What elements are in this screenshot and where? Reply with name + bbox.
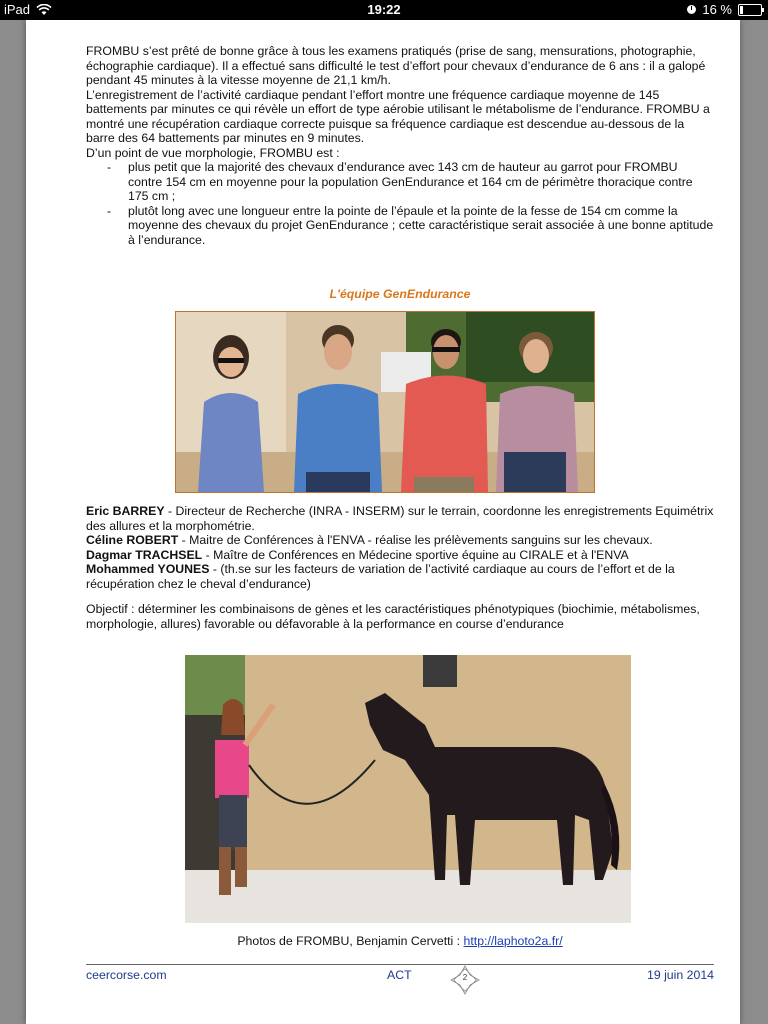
alarm-clock-icon (687, 5, 696, 14)
member-desc: - (th.se sur les facteurs de variation de l’activité cardiaque au cours de l’effort et de la récupération chez le cheval d’endurance) (86, 562, 675, 591)
objective-text: Objectif : déterminer les combinaisons de gènes et les caractéristiques phénotypiques (biochimie, métabolismes, morphologie, allures) favorable ou défavorable à la performance en course d’endurance (86, 602, 700, 631)
team-members (86, 504, 714, 591)
team-photo (175, 311, 595, 493)
device-label: iPad (4, 2, 31, 17)
member-name: Eric BARREY (86, 504, 165, 518)
list-item: - plutôt long avec une longueur entre la pointe de l’épaule et la pointe de la fesse de 154 cm comme la moyenne des chevaux du projet GenEndurance ; cette caractéristique serait associée à une bonne aptitude à l’endurance. (128, 204, 714, 248)
member-desc: - Maître de Conférences en Médecine sportive équine au CIRALE et à l'ENVA (202, 547, 629, 562)
morphology-list (86, 160, 714, 247)
paragraph-cardiac: L’enregistrement de l’activité cardiaque pendant l’effort montre une fréquence cardiaque moyenne de 145 battements par minutes ce qui révèle un effort de type aérobie utilisant le métabolisme de l’endurance. FROMBU a montré une récupération cardiaque correcte puisque sa fréquence cardiaque est descendue au-dessous de la barre des 64 battements par minutes en 9 minutes. (86, 87, 710, 145)
member-desc: - Directeur de Recherche (INRA - INSERM) sur le terrain, coordonne les enregistrements Equimétrix des allures et la morphométrie. (86, 504, 714, 533)
member-robert (86, 533, 714, 548)
status-bar (0, 0, 768, 20)
member-name: Céline ROBERT (86, 533, 179, 547)
list-item: - plus petit que la majorité des chevaux d’endurance avec 143 cm de hauteur au garrot pour FROMBU contre 154 cm en moyenne pour la population GenEndurance et 164 cm de périmètre thoracique contre 175 cm ; (128, 160, 714, 204)
page-number-badge (450, 965, 480, 995)
battery-percent: 16 % (702, 2, 732, 17)
page-number: 2 (462, 973, 468, 982)
horse-photo (185, 655, 631, 923)
caption-text: Photos de FROMBU, Benjamin Cervetti : (237, 934, 464, 948)
clock: 19:22 (367, 2, 401, 17)
battery-icon (738, 4, 762, 16)
battery-fill (740, 6, 743, 14)
member-barrey (86, 504, 714, 533)
team-title: L'équipe GenEndurance (329, 287, 471, 301)
member-desc: - Maitre de Conférences à l'ENVA - réalise les prélèvements sanguins sur les chevaux. (178, 533, 653, 547)
footer-site: ceercorse.com (86, 968, 167, 982)
member-younes (86, 562, 714, 591)
member-name: Dagmar TRACHSEL (86, 547, 203, 562)
photo-credit-link[interactable]: http://laphoto2a.fr/ (463, 934, 563, 948)
paragraph-test: FROMBU s’est prêté de bonne grâce à tous les examens pratiqués (prise de sang, mensurations, photographie, échographie cardiaque). Il a effectué sans difficulté le test d’effort pour chevaux d’endurance de 6 ans : il a galopé pendant 45 minutes à la vitesse moyenne de 21,1 km/h. (86, 44, 706, 87)
member-trachsel (86, 548, 714, 563)
page-content (86, 44, 714, 948)
footer-org: ACT (387, 968, 412, 982)
footer-divider (86, 964, 714, 965)
document-page[interactable] (26, 20, 740, 1024)
footer-date: 19 juin 2014 (646, 968, 714, 982)
member-name: Mohammed YOUNES (86, 562, 210, 576)
photo-caption (86, 934, 714, 949)
paragraph-morphology: D’un point de vue morphologie, FROMBU est : (86, 145, 340, 160)
